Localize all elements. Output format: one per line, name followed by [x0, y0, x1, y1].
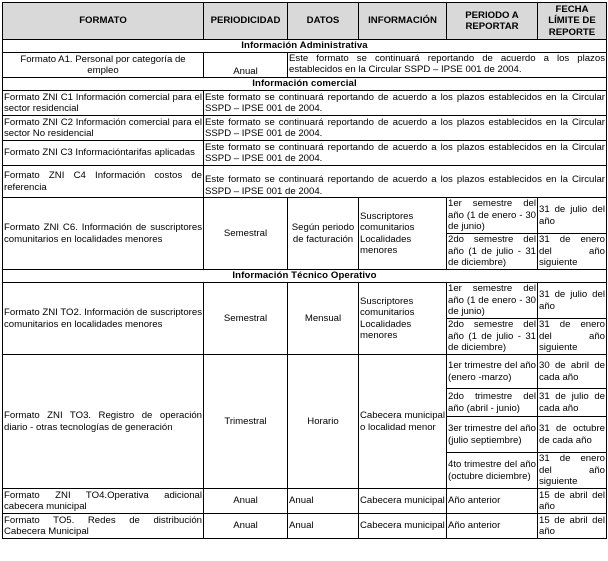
periodicidad-cell: Anual — [204, 514, 288, 539]
fecha-cell: 31 de enero del año siguiente — [539, 453, 605, 488]
table-row — [3, 166, 607, 198]
informacion-cell: Cabecera municipal — [359, 514, 447, 539]
table-row — [3, 116, 607, 141]
fecha-cell: 31 de julio del año — [538, 283, 607, 319]
periodo-cell: 1er semestre del año (1 de enero - 30 de junio) — [448, 283, 536, 318]
fecha-cell: 31 de julio del año — [538, 198, 607, 234]
section-row — [3, 78, 607, 91]
periodicidad-cell: Trimestral — [204, 355, 288, 489]
datos-cell: Mensual — [288, 283, 359, 355]
nota-cell: Este formato se continuará reportando de acuerdo a los plazos establecidos en la Circular SSPD – IPSE 001 de 2004. — [205, 116, 605, 139]
table-row — [3, 355, 607, 389]
nota-cell: Este formato se continuará reportando de acuerdo a los plazos establecidos en la Circular SSPD – IPSE 001 de 2004. — [204, 166, 607, 198]
nota-cell — [288, 53, 607, 78]
formato-cell: Formato A1. Personal por categoría de empleo — [3, 53, 204, 78]
periodo-cell: Año anterior — [447, 489, 538, 514]
formato-cell: Formato ZNI C1 Información comercial para el sector residencial — [4, 91, 202, 114]
fecha-cell: 30 de abril de cada año — [538, 355, 607, 389]
header-periodo: PERIODO A REPORTAR — [447, 3, 538, 40]
table-row — [3, 53, 607, 78]
section-administrativa: Información Administrativa — [3, 40, 607, 53]
header-formato: FORMATO — [3, 3, 204, 40]
document-page — [2, 2, 607, 539]
info-line: Localidades menores — [360, 318, 412, 341]
fecha-cell: 15 de abril del año — [539, 514, 605, 537]
formato-cell: Formato ZNI C3 Informacióntarifas aplicadas — [3, 141, 204, 166]
header-row — [3, 3, 607, 40]
periodo-cell: 4to trimestre del año (octubre diciembre) — [447, 453, 538, 489]
formato-cell: Formato ZNI TO3. Registro de operación diario - otras tecnologías de generación — [3, 355, 204, 489]
section-tecnico: Información Técnico Operativo — [3, 270, 607, 283]
formato-cell: Formato ZNI TO4.Operativa adicional cabecera municipal — [4, 489, 202, 512]
periodo-cell: Año anterior — [447, 514, 538, 539]
periodicidad-cell: Anual — [204, 53, 288, 78]
table-row — [3, 198, 607, 234]
periodo-cell: 1er trimestre del año (enero -marzo) — [447, 355, 538, 389]
periodicidad-cell: Semestral — [204, 198, 288, 270]
section-comercial: Información comercial — [3, 78, 607, 91]
table-row — [3, 91, 607, 116]
informacion-cell — [359, 283, 447, 355]
periodo-cell: 2do trimestre del año (abril - junio) — [447, 389, 538, 417]
info-line: Localidades menores — [360, 233, 412, 256]
informacion-cell — [359, 198, 447, 270]
fecha-cell: 15 de abril del año — [539, 489, 605, 512]
datos-cell: Anual — [288, 514, 359, 539]
datos-cell: Según periodo de facturación — [288, 198, 359, 270]
info-line: Suscriptores comunitarios — [360, 295, 415, 319]
datos-cell: Horario — [288, 355, 359, 489]
periodo-cell: 1er semestre del año (1 de enero - 30 de junio) — [448, 198, 536, 233]
datos-cell: Anual — [288, 489, 359, 514]
nota-cell: Este formato se continuará reportando de acuerdo a los plazos establecidos en la Circular SSPD – IPSE 001 de 2004. — [205, 141, 605, 164]
section-row — [3, 40, 607, 53]
fecha-cell: 31 de julio de cada año — [538, 389, 607, 417]
nota-line-1: Este formato se continuará reportando de acuerdo a los plazos — [289, 53, 605, 64]
table-row — [3, 489, 607, 514]
formato-cell: Formato ZNI TO2. Información de suscriptores comunitarios en localidades menores — [3, 283, 204, 355]
periodo-cell: 2do semestre del año (1 de julio - 31 de diciembre) — [448, 319, 536, 354]
fecha-cell: 31 de enero del año siguiente — [539, 319, 605, 354]
formato-cell: Formato ZNI C2 Información comercial para el sector No residencial — [4, 116, 202, 139]
reporting-table — [2, 2, 607, 539]
table-row — [3, 141, 607, 166]
periodicidad-cell: Anual — [204, 489, 288, 514]
informacion-cell: Cabecera municipal — [359, 489, 447, 514]
periodo-cell: 3er trimestre del año (julio septiembre) — [447, 417, 538, 453]
header-fecha: FECHA LÍMITE DE REPORTE — [538, 3, 607, 40]
section-row — [3, 270, 607, 283]
fecha-cell: 31 de enero del año siguiente — [539, 234, 605, 269]
header-datos: DATOS — [288, 3, 359, 40]
info-line: Suscriptores comunitarios — [360, 210, 415, 234]
periodicidad-cell: Semestral — [204, 283, 288, 355]
nota-line-2: establecidos en la Circular SSPD – IPSE 001 de 2004. — [289, 64, 522, 76]
table-row — [3, 283, 607, 319]
header-periodicidad: PERIODICIDAD — [204, 3, 288, 40]
formato-cell: Formato TO5. Redes de distribución Cabecera Municipal — [4, 514, 202, 537]
formato-cell: Formato ZNI C6. Información de suscriptores comunitarios en localidades menores — [3, 198, 204, 270]
table-row — [3, 514, 607, 539]
informacion-cell: Cabecera municipal o localidad menor — [359, 355, 447, 489]
periodo-cell: 2do semestre del año (1 de julio - 31 de diciembre) — [448, 234, 536, 269]
nota-cell: Este formato se continuará reportando de acuerdo a los plazos establecidos en la Circular SSPD – IPSE 001 de 2004. — [205, 91, 605, 114]
formato-cell: Formato ZNI C4 Información costos de referencia — [3, 166, 204, 198]
fecha-cell: 31 de octubre de cada año — [538, 417, 607, 453]
header-informacion: INFORMACIÓN — [359, 3, 447, 40]
